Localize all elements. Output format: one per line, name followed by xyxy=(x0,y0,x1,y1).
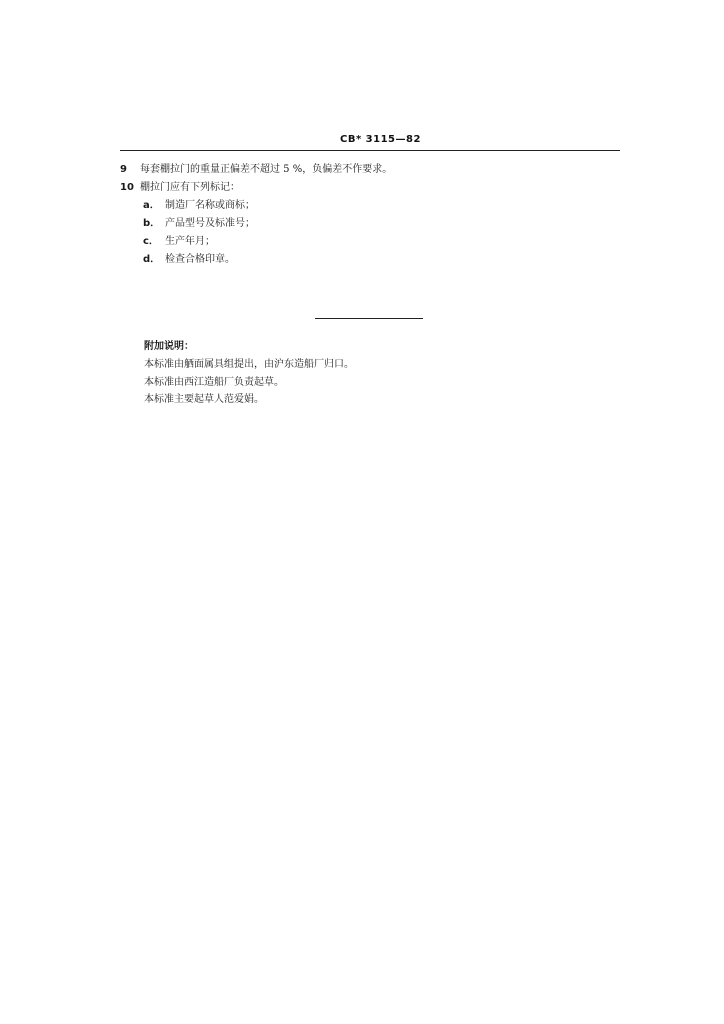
additional-note-line: 本标准主要起草人范爱娟。 xyxy=(144,394,264,405)
marking-item-d xyxy=(143,253,235,267)
clause-number: 10 xyxy=(120,182,134,193)
marking-item-a xyxy=(143,199,255,213)
page-header-code: CB* 3115—82 xyxy=(340,134,421,145)
clause-number: 9 xyxy=(120,164,127,175)
marking-item-b xyxy=(143,217,255,231)
end-of-standard-rule xyxy=(315,318,423,319)
additional-notes-title: 附加说明： xyxy=(144,341,194,352)
marking-label: a． xyxy=(143,200,160,211)
marking-label: b． xyxy=(143,218,161,229)
marking-text: 检查合格印章。 xyxy=(165,254,235,265)
marking-label: d． xyxy=(143,254,161,265)
clause-9 xyxy=(120,163,392,177)
marking-text: 产品型号及标准号； xyxy=(165,218,255,229)
additional-note-line: 本标准由西江造船厂负责起草。 xyxy=(144,377,284,388)
clause-text: 棚拉门应有下列标记： xyxy=(140,182,240,193)
clause-text: 每套棚拉门的重量正偏差不超过 5 %，负偏差不作要求。 xyxy=(140,164,393,175)
header-rule xyxy=(120,150,620,151)
marking-text: 生产年月； xyxy=(165,236,215,247)
clause-10 xyxy=(120,181,240,195)
marking-text: 制造厂名称或商标； xyxy=(165,200,255,211)
marking-label: c． xyxy=(143,236,159,247)
marking-item-c xyxy=(143,235,215,249)
additional-note-line: 本标准由舾面属具组提出，由沪东造船厂归口。 xyxy=(144,359,354,370)
